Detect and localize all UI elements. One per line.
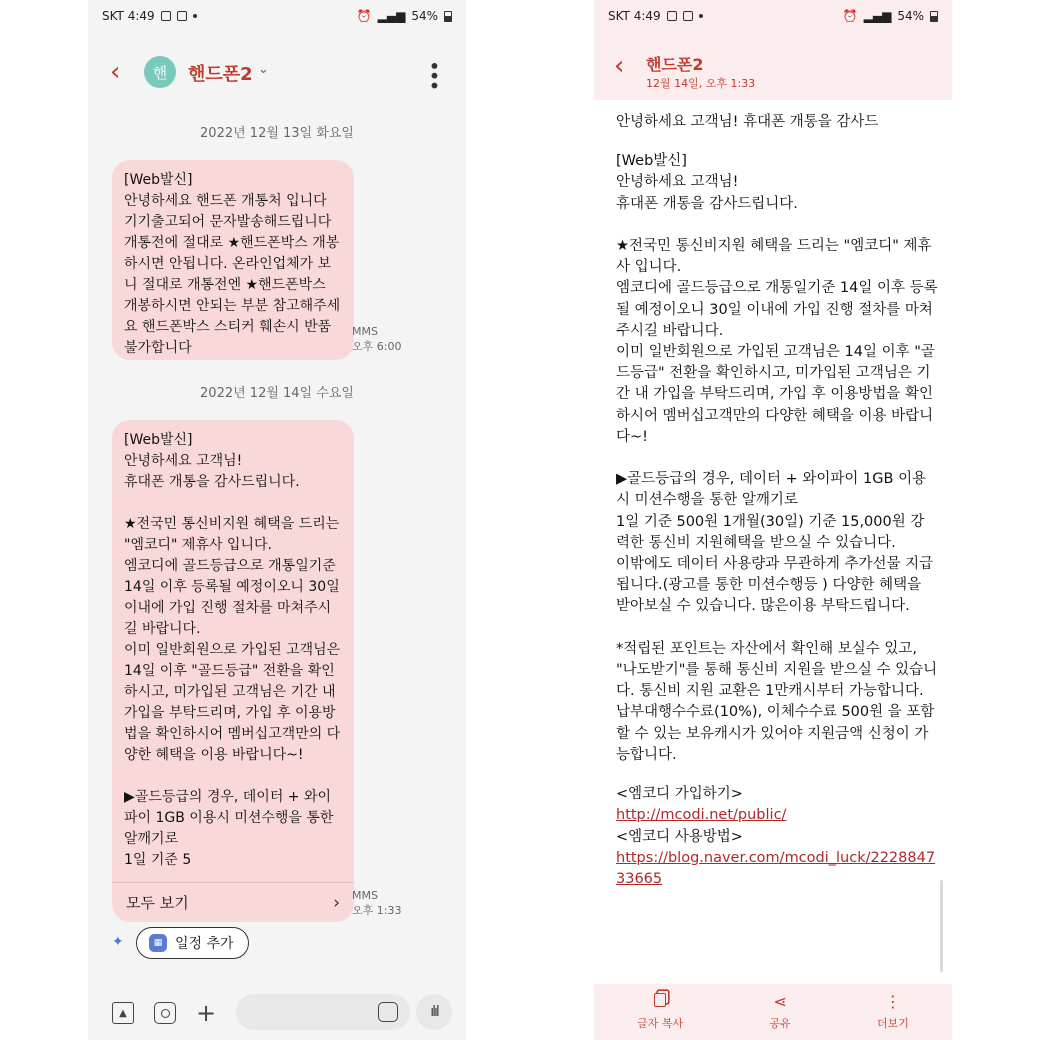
contact-name: 핸드폰2 (646, 55, 704, 74)
more-vertical-icon: ⋮ (884, 992, 901, 1011)
message-meta: MMS 오후 1:33 (352, 889, 402, 917)
signal-icon: ▂▄▆ (863, 9, 892, 23)
chevron-right-icon: › (333, 892, 340, 913)
calendar-icon: ▦ (149, 934, 167, 952)
battery-icon (930, 11, 938, 22)
carrier-time: SKT 4:49 (608, 9, 661, 23)
message-body (616, 112, 938, 890)
chevron-down-icon[interactable]: ⌄ (258, 62, 269, 77)
notification-icon (177, 11, 187, 21)
conversation-header (88, 48, 466, 98)
carrier-time: SKT 4:49 (102, 9, 155, 23)
more-button[interactable] (877, 993, 909, 1031)
see-all-label: 모두 보기 (126, 894, 189, 912)
share-label: 공유 (769, 1017, 791, 1030)
contact-name[interactable]: 핸드폰2 (188, 64, 253, 85)
gallery-notification-icon (667, 11, 677, 21)
status-bar (88, 0, 466, 32)
more-notifications-icon (699, 14, 703, 18)
message-bubble[interactable]: [Web발신] 안녕하세요 고객님! 휴대폰 개통을 감사드립니다. ★전국민 통신비지원 혜택을 드리는 "엠코디" 제휴사 입니다. 엠코디에 골드등급으로 개통일기준 14일 이후 등록될 예정이오니 30일 이내에 가입 진행 절차를 마쳐주시길 바랍니다. 이미 일반회원으로 가입된 고객님은 14일 이후 "골드등급" 전환을 확인하시고, 미가입된 고객님은 기간 내 가입을 부탁드리며, 가입 후 이용방법을 확인하시어 멤버십고객만의 다양한 혜택을 이용 바랍니다~! ▶골드등급의 경우, 데이터 + 와이파이 1GB 이용시 미션수행을 통한 알깨기로 1일 기준 5 (112, 420, 354, 922)
date-separator: 2022년 12월 14일 수요일 (200, 386, 354, 401)
more-notifications-icon (193, 14, 197, 18)
camera-icon[interactable] (154, 1002, 176, 1024)
back-arrow-icon[interactable]: ‹ (614, 51, 625, 81)
add-schedule-label: 일정 추가 (175, 936, 234, 952)
share-button[interactable] (769, 993, 790, 1031)
conversation-screen (88, 0, 466, 1040)
see-all-button[interactable] (112, 882, 354, 922)
message-input[interactable] (236, 994, 410, 1030)
back-arrow-icon[interactable]: ‹ (110, 57, 121, 87)
gallery-notification-icon (161, 11, 171, 21)
voice-input-icon[interactable]: ılıl (416, 994, 452, 1030)
message-bubble[interactable]: [Web발신] 안녕하세요 핸드폰 개통처 입니다 기기출고되어 문자발송해드립니다 개통전에 절대로 ★핸드폰박스 개봉하시면 안됩니다. 온라인업체가 보니 절대로 개통전엔 ★핸드폰박스 개봉하시면 안되는 부분 참고해주세요 핸드폰박스 스티커 훼손시 반품불가합니다 (112, 160, 354, 360)
alarm-icon: ⏰ (356, 9, 372, 23)
signal-icon: ▂▄▆ (377, 9, 406, 23)
sparkle-icon: ✦ (112, 934, 124, 950)
message-timestamp: 12월 14일, 오후 1:33 (646, 77, 756, 90)
avatar[interactable]: 핸 (144, 56, 176, 88)
usage-label: <엠코디 사용방법> (616, 828, 743, 845)
detail-header (594, 32, 952, 100)
emoji-icon[interactable] (378, 1002, 398, 1022)
copy-text-label: 글자 복사 (637, 1017, 684, 1030)
message-text: [Web발신] 안녕하세요 고객님! 휴대폰 개통을 감사드립니다. ★전국민 통신비지원 혜택을 드리는 "엠코디" 제휴사 입니다. 엠코디에 골드등급으로 개통일기준 14일 이후 등록될 예정이오니 30일 이내에 가입 진행 절차를 마쳐주시길 바랍니다. 이미 일반회원으로 가입된 고객님은 14일 이후 "골드등급" 전환을 확인하시고, 미가입된 고객님은 기간 내 가입을 부탁드리며, 가입 후 이용방법을 확인하시어 멤버십고객만의 다양한 혜택을 이용 바랍니다~! ▶골드등급의 경우, 데이터 + 와이파이 1GB 이용시 미션수행을 통한 알깨기로 1일 기준 500원 1개월(30일) 기준 15,000원 강력한 통신비 지원혜택을 받으실 수 있습니다. 이밖에도 데이터 사용량과 무관하게 추가선물 지급됩니다.(광고를 통한 미션수행등 ) 다양한 혜택을 받아보실 수 있습니다. 많은이용 부탁드립니다. *적립된 포인트는 자산에서 확인해 보실수 있고, "나도받기"를 통해 통신비 지원을 받으실 수 있습니다. 통신비 지원 교환은 1만캐시부터 가능합니다. 납부대행수수료(10%), 이체수수료 500원 을 포함할 수 있는 보유캐시가 있어야 지원금액 신청이 가능합니다. (616, 153, 938, 763)
alarm-icon: ⏰ (842, 9, 858, 23)
join-link[interactable]: http://mcodi.net/public/ (616, 807, 787, 824)
share-icon: ⋖ (773, 992, 787, 1011)
message-subject: 안녕하세요 고객님! 휴대폰 개통을 감사드 (616, 114, 879, 130)
bottom-action-bar (594, 984, 952, 1040)
battery-level: 54% (411, 9, 438, 23)
gallery-icon[interactable]: ▲ (112, 1002, 134, 1024)
copy-icon (654, 993, 666, 1011)
date-separator: 2022년 12월 13일 화요일 (200, 126, 354, 141)
notification-icon (683, 11, 693, 21)
message-meta: MMS 오후 6:00 (352, 325, 402, 353)
status-bar (594, 0, 952, 32)
message-detail-screen (594, 0, 952, 1040)
scrollbar[interactable] (940, 880, 943, 972)
more-label: 더보기 (876, 1017, 909, 1030)
message-composer (88, 988, 466, 1040)
battery-icon (444, 11, 452, 22)
add-schedule-button[interactable] (136, 927, 249, 959)
usage-link[interactable]: https://blog.naver.com/mcodi_luck/222884733665 (616, 849, 936, 887)
plus-icon[interactable]: + (195, 999, 217, 1027)
copy-text-button[interactable] (637, 993, 683, 1031)
battery-level: 54% (897, 9, 924, 23)
more-options-icon[interactable]: ••• (422, 60, 446, 90)
join-label: <엠코디 가입하기> (616, 786, 743, 803)
